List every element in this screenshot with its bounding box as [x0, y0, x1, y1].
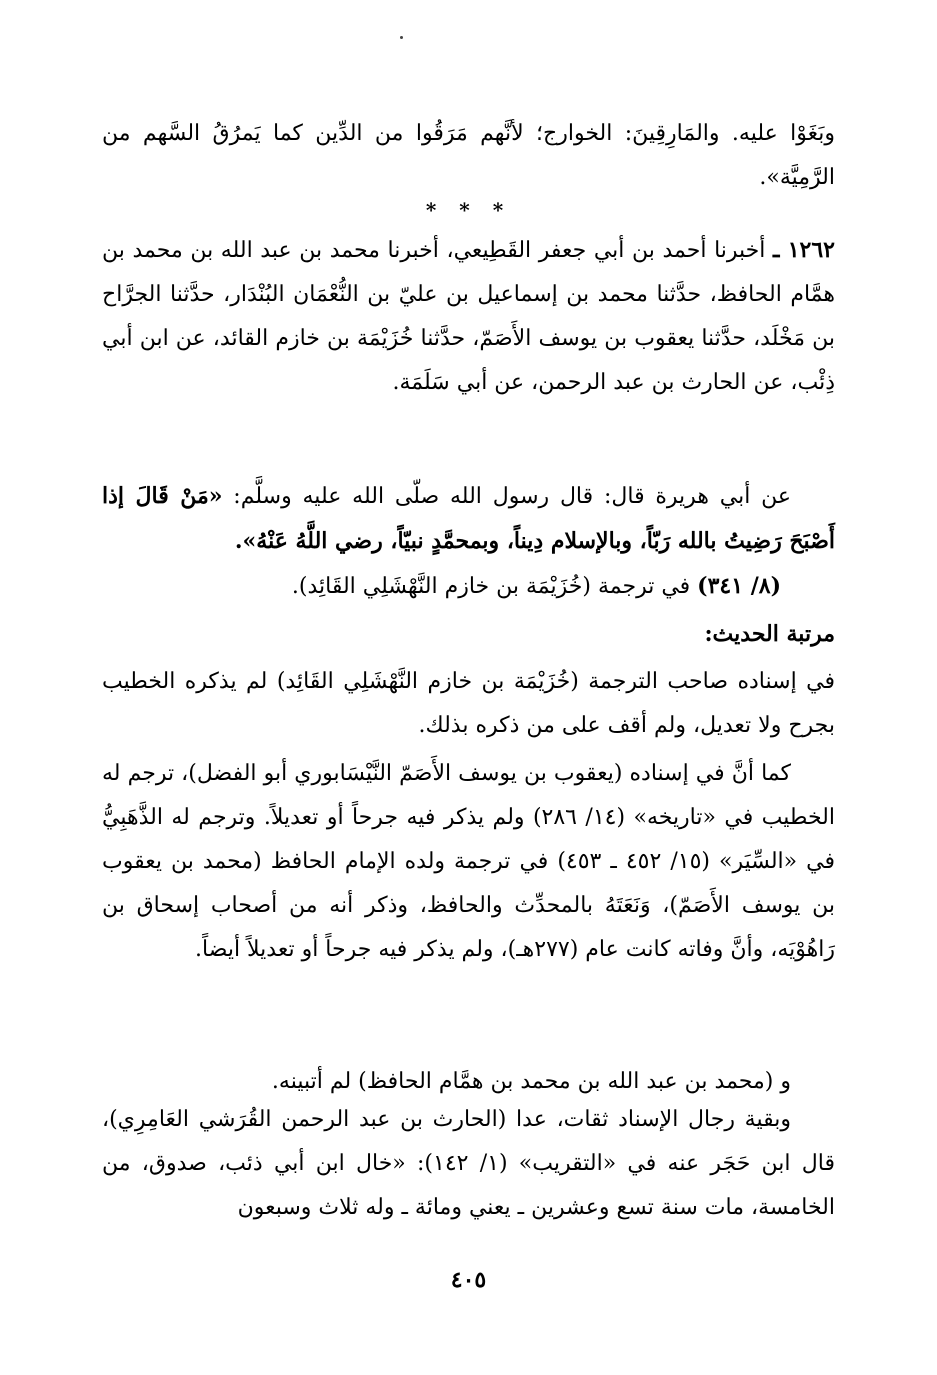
isnad-text: أخبرنا أحمد بن أبي جعفر القَطِيعي، أخبرنا محمد بن عبد الله بن محمد بن همَّام الحافظ، حدَّثنا محمد بن إسماعيل بن عليّ بن النُّعْمَان البُنْدَار، حدَّثنا الجرَّاح بن مَخْلَد، حدَّثنا يعقوب بن يوسف الأَصَمّ، حدَّثنا خُزَيْمَة بن خازم القائد، عن ابن أبي ذِئْب، عن الحارث بن عبد الرحمن، عن أبي سَلَمَة. [102, 238, 835, 395]
hadith-matn-paragraph [102, 474, 835, 564]
page-number: ٤٠٥ [450, 1267, 487, 1293]
grading-paragraph-1: في إسناده صاحب الترجمة (خُزَيْمَة بن خازم النَّهْشَلِي القَائِد) لم يذكره الخطيب بجرح ولا تعديل، ولم أقف على من ذكره بذلك. [102, 669, 835, 738]
reference-text: في ترجمة (خُزَيْمَة بن خازم النَّهْشَلِي القَائِد). [291, 574, 698, 599]
hadith-isnad-paragraph [102, 228, 835, 405]
matn-intro: عن أبي هريرة قال: قال رسول الله صلّى الله عليه وسلَّم: [222, 484, 792, 509]
grading-paragraph-3: و (محمد بن عبد الله بن محمد بن همَّام الحافظ) لم أتبينه. [271, 1069, 791, 1094]
volume-page-reference: (٨/ ٣٤١) [697, 573, 781, 599]
hadith-matn: «مَنْ قَالَ إذا أَصْبَحَ رَضِيتُ بالله رَبّاً، وبالإسلام دِيناً، وبمحمَّدٍ نبيّاً، رضي اللَّهُ عَنْهُ». [102, 483, 835, 554]
source-reference-paragraph [102, 564, 835, 609]
grading-paragraph-2: كما أنَّ في إسناده (يعقوب بن يوسف الأَصَمّ النَّيْسَابوري أبو الفضل)، ترجم له الخطيب في «تاريخه» (١٤/ ٢٨٦) ولم يذكر فيه جرحاً أو تعديلاً. وترجم له الذَّهَبِيُّ في «السِّيَر» (١٥/ ٤٥٢ ـ ٤٥٣) في ترجمة ولده الإمام الحافظ (محمد بن يعقوب بن يوسف الأَصَمّ)، وَنَعَتَهُ بالمحدِّث والحافظ، وذكر أنه من أصحاب إسحاق بن رَاهُوْيَه، وأنَّ وفاته كانت عام (٢٧٧هـ)، ولم يذكر فيه جرحاً أو تعديلاً أيضاً. [102, 761, 836, 962]
section-separator: * * * [425, 198, 512, 222]
grading-paragraph-4: وبقية رجال الإسناد ثقات، عدا (الحارث بن عبد الرحمن القُرَشي العَامِرِي)، قال ابن حَجَر عنه في «التقريب» (١/ ١٤٢): «خال ابن أبي ذئب، صدوق، من الخامسة، مات سنة تسع وعشرين ـ يعني ومائة ـ وله ثلاث وسبعون [102, 1107, 835, 1220]
paragraph-continuation: وبَغَوْا عليه. والمَارِقِينَ: الخوارج؛ لأنَّهم مَرَقُوا من الدِّين كما يَمرُقُ السَّهم من الرَّمِيَّة». [102, 121, 835, 190]
hadith-number: ١٢٦٢ ـ [773, 237, 835, 263]
scan-dot [400, 36, 403, 39]
section-heading: مرتبة الحديث: [704, 621, 835, 647]
